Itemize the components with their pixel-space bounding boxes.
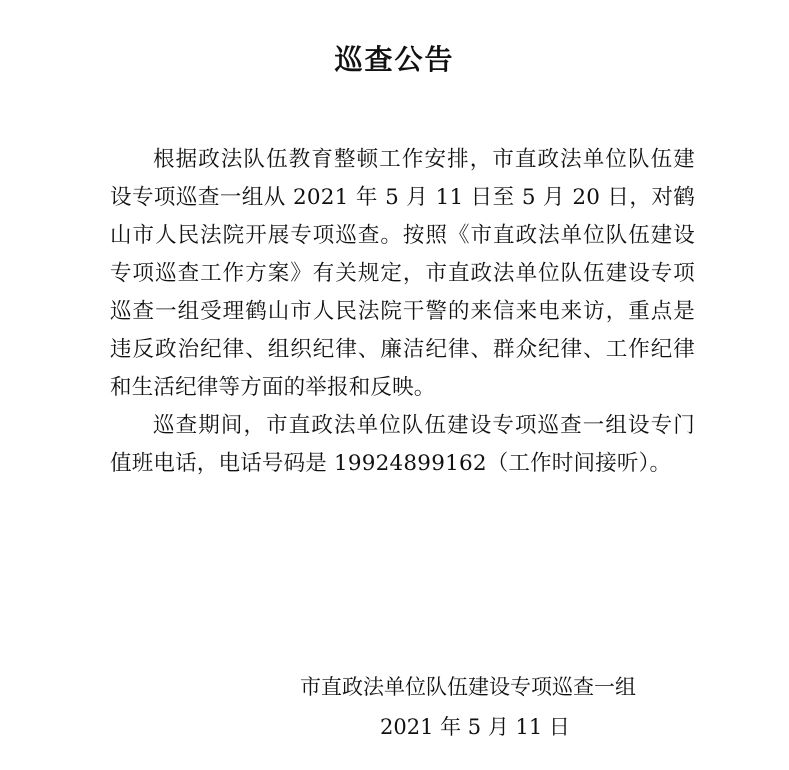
notice-title: 巡查公告 — [334, 43, 455, 76]
paragraph-hotline: 巡查期间，市直政法单位队伍建设专项巡查一组设专门值班电话，电话号码是 19924899162（工作时间接听）。 — [110, 413, 695, 476]
signature-date: 2021 年 5 月 11 日 — [380, 715, 570, 739]
paragraph-inspection-scope: 根据政法队伍教育整顿工作安排，市直政法单位队伍建设专项巡查一组从 2021 年 5 月 11 日至 5 月 20 日，对鹤山市人民法院开展专项巡查。按照《市直政法单位队伍建设专项巡查工作方案》有关规定，市直政法单位队伍建设专项巡查一组受理鹤山市人民法院干警的来信来电来访，重点是违反政治纪律、组织纪律、廉洁纪律、群众纪律、工作纪律和生活纪律等方面的举报和反映。 — [110, 147, 695, 400]
signature-organization: 市直政法单位队伍建设专项巡查一组 — [300, 675, 636, 699]
notice-body — [110, 141, 695, 483]
signature-block — [300, 667, 670, 747]
